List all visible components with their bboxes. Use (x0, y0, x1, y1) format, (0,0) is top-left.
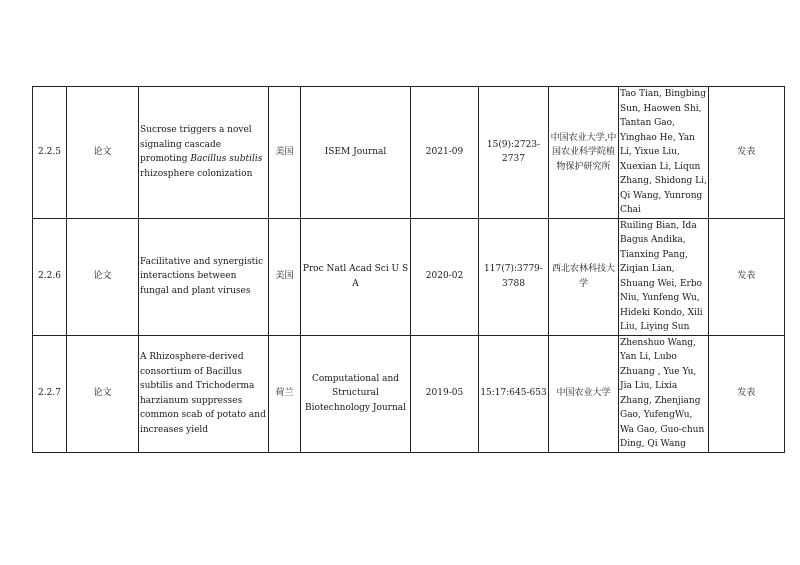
journal-name: ISEM Journal (301, 87, 411, 219)
author-line: Chai (620, 205, 641, 215)
country: 美国 (269, 218, 301, 335)
paper-title-text: Facilitative and synergistic interactions between fungal and plant viruses (140, 256, 264, 296)
author-line: Ding, Qi Wang (620, 439, 686, 449)
author-line: Li, Yixue Liu, (620, 147, 680, 157)
publication-type: 论文 (67, 87, 139, 219)
author-line: Zhang, Zhenjiang (620, 395, 701, 406)
publication-type: 论文 (67, 335, 139, 452)
publication-status: 发表 (708, 335, 784, 452)
author-line: Shuang Wei, Erbo (620, 278, 703, 289)
country: 荷兰 (269, 335, 301, 452)
author-list (619, 87, 709, 219)
author-line: Zhang, Shidong Li, (620, 176, 707, 186)
author-line: Tianxing Pang, (620, 249, 688, 260)
author-line: Sun, Haowen Shi, (620, 103, 702, 114)
author-list (619, 335, 709, 452)
country: 美国 (269, 87, 301, 219)
row-number: 2.2.5 (33, 87, 67, 219)
author-line: Liu, Liying Sun (620, 322, 690, 332)
author-line: Tao Tian, Bingbing (620, 89, 706, 99)
author-line: Xuexian Li, Liqun (620, 161, 701, 172)
author-line: Gao, YufengWu, (620, 410, 693, 420)
publication-date: 2019-05 (411, 335, 479, 452)
author-line: Bagus Andika, (620, 235, 686, 245)
author-list (619, 218, 709, 335)
row-number: 2.2.6 (33, 218, 67, 335)
volume-pages: 15(9):2723-2737 (479, 87, 549, 219)
paper-title (139, 87, 269, 219)
publication-type: 论文 (67, 218, 139, 335)
institution: 中国农业大学,中国农业科学院植物保护研究所 (549, 87, 619, 219)
species-name: Bacillus subtilis (190, 154, 263, 165)
publication-status: 发表 (708, 218, 784, 335)
paper-title (139, 218, 269, 335)
table-row (33, 335, 785, 452)
author-line: Zhuang , Yue Yu, (620, 366, 697, 377)
volume-pages: 117(7):3779-3788 (479, 218, 549, 335)
paper-title-text: Sucrose triggers a novel signaling cascade promoting Bacillus subtilis rhizosphere colonization (140, 125, 263, 179)
paper-title (139, 335, 269, 452)
author-line: Zhenshuo Wang, (620, 337, 696, 348)
table-body (33, 87, 785, 453)
author-line: Yan Li, Lubo (620, 352, 677, 362)
author-line: Tantan Gao, (620, 118, 675, 128)
author-line: Jia Liu, Lixia (620, 381, 678, 391)
author-line: Ruiling Bian, Ida (620, 220, 697, 231)
publication-date: 2021-09 (411, 87, 479, 219)
journal-name: Computational and Structural Biotechnology Journal (301, 335, 411, 452)
volume-pages: 15:17:645-653 (479, 335, 549, 452)
publication-status: 发表 (708, 87, 784, 219)
journal-name: Proc Natl Acad Sci U S A (301, 218, 411, 335)
author-line: Hideki Kondo, Xili (620, 307, 703, 318)
author-line: Ziqian Lian, (620, 264, 675, 274)
table-row (33, 87, 785, 219)
row-number: 2.2.7 (33, 335, 67, 452)
author-line: Yinghao He, Yan (620, 132, 695, 143)
institution: 西北农林科技大学 (549, 218, 619, 335)
table-row (33, 218, 785, 335)
author-line: Qi Wang, Yunrong (620, 190, 703, 201)
publication-date: 2020-02 (411, 218, 479, 335)
institution: 中国农业大学 (549, 335, 619, 452)
publication-table (32, 86, 785, 453)
author-line: Niu, Yunfeng Wu, (620, 293, 700, 303)
author-line: Wa Gao, Guo-chun (620, 424, 705, 435)
paper-title-text: A Rhizosphere-derived consortium of Bacillus subtilis and Trichoderma harzianum suppresses common scab of potato and increases yield (140, 352, 266, 435)
